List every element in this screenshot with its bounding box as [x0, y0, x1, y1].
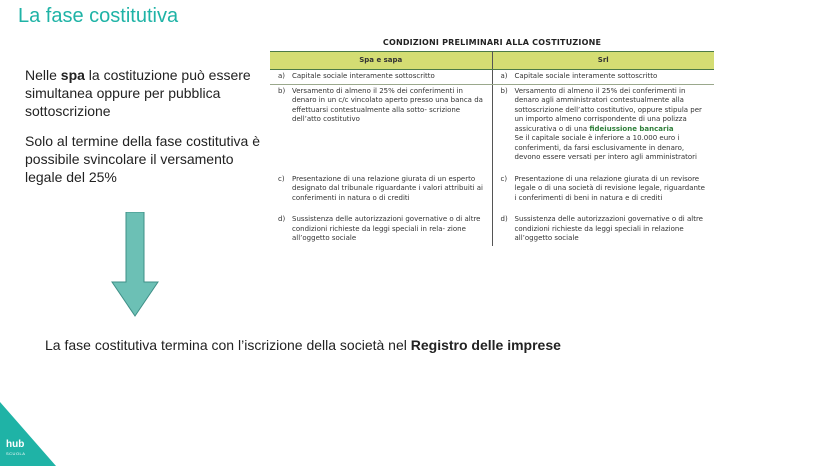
hub-logo: hub SCUOLA	[6, 439, 26, 456]
left-text-block	[25, 66, 265, 198]
table-row: c) Presentazione di una relazione giurata di un esperto designato dal tribunale riguardante i valori attribuiti ai conferimenti in natura o di crediti c) Presentazione di una relazione giurata di un revisore legale o di una società di revisione legale, riguardante i conferimenti di beni in natura e di crediti	[270, 173, 714, 214]
cell-left-d: Sussistenza delle autorizzazioni governative o di altre condizioni richieste da leggi speciali in rela- zione all’oggetto sociale	[292, 215, 481, 242]
slide-title: La fase costitutiva	[18, 5, 179, 27]
cell-right-b: Versamento di almeno il 25% dei conferimenti in denaro agli amministratori contestualmente alla sottoscrizione dell’atto costitutivo, oppure stipula per un importo almeno corrispondente di una polizza assicurativa o di una fideiussione bancaria	[514, 86, 702, 133]
registro-bold: Registro delle imprese	[410, 337, 561, 353]
cell-right-c: Presentazione di una relazione giurata di un revisore legale o di una società di revisione legale, riguardante i conferimenti di beni in natura e di crediti	[514, 174, 705, 202]
fideiussione-highlight: fideiussione bancaria	[589, 124, 674, 133]
cell-right-b-note: Se il capitale sociale è inferiore a 10.000 euro i conferimenti, da farsi esclusivamente in denaro, devono essere versati per intero agli amministratori	[514, 134, 697, 161]
paragraph-versamento: Solo al termine della fase costitutiva è possibile svincolare il versamento legale del 25%	[25, 133, 261, 185]
cell-left-c: Presentazione di una relazione giurata di un esperto designato dal tribunale riguardante i valori attribuiti ai conferimenti in natura o di crediti	[292, 174, 483, 202]
cell-left-a: Capitale sociale interamente sottoscritto	[292, 72, 435, 80]
conditions-table	[270, 51, 714, 246]
table-row: d) Sussistenza delle autorizzazioni governative o di altre condizioni richieste da leggi speciali in rela- zione all’oggetto sociale d) Sussistenza delle autorizzazioni governative o di altre condizioni richieste da leggi speciali in relazione all’oggetto sociale	[270, 213, 714, 246]
cell-left-b: Versamento di almeno il 25% dei conferimenti in denaro in un c/c vincolato aperto presso una banca da effettuarsi contestualmente alla sotto- scrizione dell’atto costitutivo	[292, 86, 483, 123]
header-srl: Srl	[492, 52, 714, 70]
header-spa: Spa e sapa	[270, 52, 492, 70]
down-arrow-icon	[110, 212, 160, 322]
table-row: a) Capitale sociale interamente sottoscritto a) Capitale sociale interamente sottoscritto	[270, 70, 714, 85]
bottom-statement: La fase costitutiva termina con l’iscrizione della società nel Registro delle imprese	[45, 337, 561, 353]
paragraph-spa: Nelle spa la costituzione può essere simultanea oppure per pubblica sottoscrizione	[25, 67, 251, 119]
table-row: b) Versamento di almeno il 25% dei conferimenti in denaro in un c/c vincolato aperto presso una banca da effettuarsi contestualmente alla sotto- scrizione dell’atto costitutivo b) Versamento di almeno il 25% dei conferimenti in denaro agli amministratori contestualmente alla sottoscrizione dell’atto costitutivo, oppure stipula per un importo almeno corrispondente di una polizza assicurativa o di una fideiussione bancaria Se il capitale sociale è inferiore a 10.000 euro i conferimenti, da farsi esclusivamente in denaro, devono essere versati per intero agli amministratori	[270, 84, 714, 173]
conditions-table-image	[270, 38, 714, 324]
spa-bold: spa	[60, 67, 85, 83]
cell-right-a: Capitale sociale interamente sottoscritto	[514, 72, 658, 80]
cell-right-d: Sussistenza delle autorizzazioni governative o di altre condizioni richieste da leggi speciali in relazione all’oggetto sociale	[514, 215, 703, 242]
table-title: CONDIZIONI PRELIMINARI ALLA COSTITUZIONE	[382, 38, 602, 47]
